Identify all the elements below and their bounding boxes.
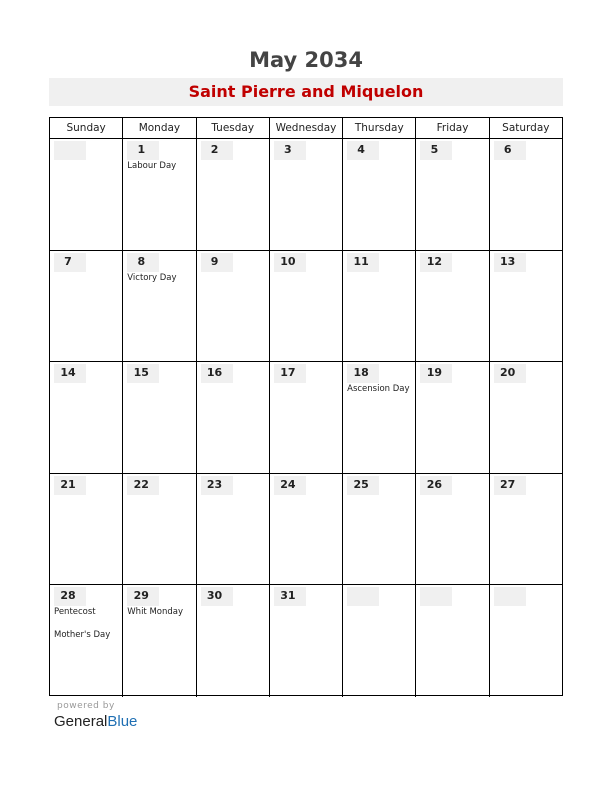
day-cell bbox=[490, 474, 562, 585]
day-number: 21 bbox=[60, 477, 76, 491]
day-number-box bbox=[127, 587, 159, 606]
day-number: 8 bbox=[137, 254, 146, 268]
day-cell bbox=[50, 362, 123, 473]
day-number: 15 bbox=[133, 366, 149, 380]
brand-blue: Blue bbox=[107, 713, 138, 730]
day-number: 1 bbox=[137, 143, 146, 156]
day-cell bbox=[343, 362, 416, 473]
day-number-box bbox=[420, 476, 452, 495]
subtitle-bar bbox=[49, 78, 563, 106]
weekday-header-row bbox=[50, 118, 562, 139]
day-number-box bbox=[494, 141, 526, 160]
day-number: 30 bbox=[206, 589, 223, 603]
day-number-box bbox=[201, 253, 233, 272]
week-row bbox=[50, 474, 562, 586]
day-cell bbox=[343, 474, 416, 585]
day-cell bbox=[197, 251, 270, 362]
holiday-label: Whit Monday bbox=[127, 607, 184, 618]
day-number-box bbox=[494, 364, 526, 383]
page-title: May 2034 bbox=[249, 48, 363, 72]
day-number-box bbox=[274, 253, 306, 272]
week-row bbox=[50, 139, 562, 251]
day-number-box bbox=[201, 141, 233, 160]
day-number: 23 bbox=[206, 477, 223, 491]
day-number: 22 bbox=[133, 477, 149, 491]
day-number-box bbox=[201, 364, 233, 383]
holiday-label: Mother's Day bbox=[54, 630, 111, 641]
day-number-box bbox=[127, 253, 159, 272]
day-number: 18 bbox=[353, 366, 369, 380]
region-name: Saint Pierre and Miquelon bbox=[188, 82, 424, 101]
day-number-box bbox=[127, 364, 159, 383]
holiday-label: Ascension Day bbox=[347, 384, 410, 395]
day-cell bbox=[123, 251, 196, 362]
day-number-box bbox=[420, 141, 452, 160]
day-number-box bbox=[494, 253, 526, 272]
day-number-box bbox=[347, 476, 379, 495]
day-number: 11 bbox=[353, 254, 369, 268]
day-number: 27 bbox=[500, 477, 516, 491]
day-cell bbox=[50, 251, 123, 362]
day-number-box bbox=[274, 141, 306, 160]
day-cell bbox=[416, 139, 489, 250]
day-number-box bbox=[274, 587, 306, 606]
day-cell bbox=[50, 474, 123, 585]
day-number: 7 bbox=[64, 254, 72, 268]
day-number-box bbox=[274, 476, 306, 495]
week-row bbox=[50, 362, 562, 474]
day-cell bbox=[50, 585, 123, 697]
generalblue-logo[interactable] bbox=[54, 713, 137, 730]
day-cell bbox=[197, 139, 270, 250]
day-cell bbox=[270, 139, 343, 250]
day-number: 29 bbox=[133, 589, 149, 603]
day-cell bbox=[416, 474, 489, 585]
day-number: 28 bbox=[60, 589, 76, 603]
day-number-box bbox=[54, 364, 86, 383]
day-cell bbox=[50, 139, 123, 250]
day-number: 19 bbox=[426, 366, 443, 380]
weekday-wednesday: Wednesday bbox=[270, 118, 343, 138]
day-cell bbox=[343, 139, 416, 250]
week-row bbox=[50, 585, 562, 697]
day-number: 25 bbox=[353, 477, 369, 491]
day-cell bbox=[123, 362, 196, 473]
holiday-label: Pentecost bbox=[54, 607, 96, 618]
day-cell bbox=[343, 251, 416, 362]
day-number-box bbox=[494, 587, 526, 606]
day-number-box bbox=[420, 253, 452, 272]
day-number-box bbox=[127, 476, 159, 495]
day-number: 2 bbox=[210, 143, 219, 156]
holiday-label: Labour Day bbox=[127, 161, 177, 171]
day-number-box bbox=[494, 476, 526, 495]
day-cell bbox=[123, 474, 196, 585]
day-cell bbox=[123, 585, 196, 697]
week-row bbox=[50, 251, 562, 363]
weekday-friday: Friday bbox=[416, 118, 489, 138]
brand-general: General bbox=[54, 713, 108, 730]
day-cell bbox=[416, 362, 489, 473]
day-cell bbox=[490, 251, 562, 362]
day-cell bbox=[270, 474, 343, 585]
weekday-monday: Monday bbox=[123, 118, 196, 138]
day-number: 12 bbox=[426, 254, 443, 268]
day-number-box bbox=[347, 141, 379, 160]
day-cell bbox=[416, 585, 489, 697]
holiday-label: Victory Day bbox=[127, 272, 177, 283]
day-cell bbox=[490, 139, 562, 250]
day-number: 14 bbox=[60, 366, 76, 380]
day-number-box bbox=[201, 587, 233, 606]
day-number: 3 bbox=[284, 143, 292, 156]
day-cell bbox=[197, 585, 270, 697]
day-number: 24 bbox=[280, 477, 296, 491]
weekday-thursday: Thursday bbox=[343, 118, 416, 138]
weekday-tuesday: Tuesday bbox=[197, 118, 270, 138]
day-number: 4 bbox=[357, 143, 365, 156]
day-cell bbox=[490, 362, 562, 473]
day-number: 6 bbox=[503, 143, 512, 156]
day-number: 9 bbox=[210, 254, 219, 268]
day-number-box bbox=[54, 141, 86, 160]
day-number: 31 bbox=[280, 589, 296, 603]
day-number: 5 bbox=[430, 143, 439, 156]
day-number-box bbox=[127, 141, 159, 160]
day-number-box bbox=[420, 587, 452, 606]
day-cell bbox=[270, 362, 343, 473]
day-number-box bbox=[201, 476, 233, 495]
weekday-sunday: Sunday bbox=[50, 118, 123, 138]
weekday-saturday: Saturday bbox=[502, 122, 550, 134]
day-cell bbox=[343, 585, 416, 697]
day-number-box bbox=[54, 587, 86, 606]
day-number-box bbox=[420, 364, 452, 383]
day-cell bbox=[197, 362, 270, 473]
day-number-box bbox=[347, 253, 379, 272]
day-number-box bbox=[54, 476, 86, 495]
day-number-box bbox=[347, 364, 379, 383]
day-number: 26 bbox=[426, 477, 443, 491]
day-number-box bbox=[274, 364, 306, 383]
day-number: 13 bbox=[500, 254, 516, 268]
powered-by-text: powered by bbox=[57, 701, 115, 711]
day-cell bbox=[197, 474, 270, 585]
day-number: 16 bbox=[206, 366, 223, 380]
day-number: 17 bbox=[280, 366, 296, 380]
day-number-box bbox=[347, 587, 379, 606]
day-cell bbox=[270, 585, 343, 697]
day-cell bbox=[123, 139, 196, 250]
day-number-box bbox=[54, 253, 86, 272]
day-cell bbox=[270, 251, 343, 362]
day-cell bbox=[416, 251, 489, 362]
day-number: 20 bbox=[500, 366, 516, 380]
day-number: 10 bbox=[280, 254, 296, 268]
day-cell bbox=[490, 585, 562, 697]
calendar-grid bbox=[49, 117, 563, 696]
